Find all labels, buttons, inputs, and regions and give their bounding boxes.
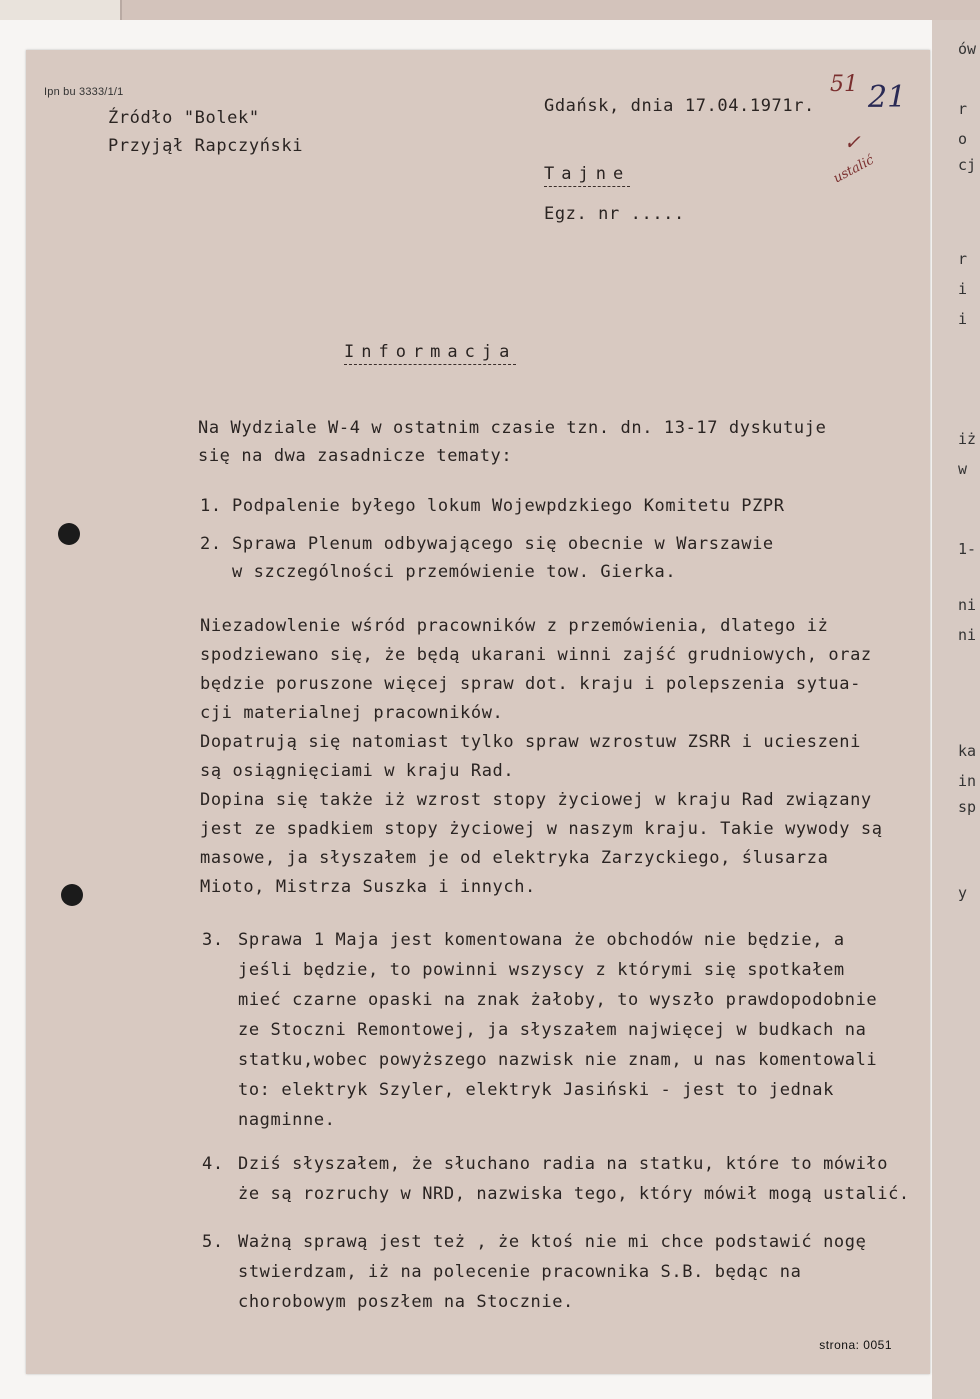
point-3-line-3: mieć czarne opaski na znak żałoby, to wyszło prawdopodobnie xyxy=(238,990,878,1010)
archive-reference: Ipn bu 3333/1/1 xyxy=(44,86,124,98)
edge-text-fragment: i xyxy=(958,310,968,328)
point-3-number: 3. xyxy=(202,930,224,950)
edge-text-fragment: r xyxy=(958,100,968,118)
page-stamp: strona: 0051 xyxy=(819,1338,892,1352)
body-line-9: masowe, ja słyszałem je od elektryka Zarzyckiego, ślusarza xyxy=(200,848,829,868)
edge-text-fragment: i xyxy=(958,280,968,298)
adjacent-page-edge xyxy=(932,20,980,1399)
edge-text-fragment: in xyxy=(958,772,977,790)
edge-text-fragment: o xyxy=(958,130,968,148)
point-3-line-2: jeśli będzie, to powinni wszyscy z którymi się spotkałem xyxy=(238,960,845,980)
topic-2-number: 2. xyxy=(200,534,222,554)
handwritten-page-number-b: 21 xyxy=(868,80,907,115)
edge-text-fragment: sp xyxy=(958,798,977,816)
point-3-line-5: statku,wobec powyższego nazwisk nie znam, u nas komentowali xyxy=(238,1050,878,1070)
edge-text-fragment: iż xyxy=(958,430,977,448)
point-5-number: 5. xyxy=(202,1232,224,1252)
intro-line-1: Na Wydziale W-4 w ostatnim czasie tzn. dn. 13-17 dyskutuje xyxy=(198,418,827,438)
edge-text-fragment: 1- xyxy=(958,540,977,558)
point-4-line-1: Dziś słyszałem, że słuchano radia na statku, które to mówiło xyxy=(238,1154,889,1174)
place-date: Gdańsk, dnia 17.04.1971r. xyxy=(544,96,815,116)
handwritten-note: ustalić xyxy=(831,152,877,187)
point-5-line-3: chorobowym poszłem na Stocznie. xyxy=(238,1292,574,1312)
body-line-5: Dopatrują się natomiast tylko spraw wzrostuw ZSRR i ucieszeni xyxy=(200,732,861,752)
edge-text-fragment: y xyxy=(958,884,968,902)
document-title: Informacja xyxy=(344,342,516,365)
edge-text-fragment: ów xyxy=(958,40,977,58)
classification-label: Tajne xyxy=(544,164,630,187)
point-3-line-7: nagminne. xyxy=(238,1110,336,1130)
point-5-line-1: Ważną sprawą jest też , że ktoś nie mi chce podstawić nogę xyxy=(238,1232,867,1252)
body-line-3: będzie poruszone więcej spraw dot. kraju i polepszenia sytua- xyxy=(200,674,861,694)
point-4-number: 4. xyxy=(202,1154,224,1174)
handwritten-page-number-a: 51 xyxy=(830,72,858,97)
point-3-line-4: ze Stoczni Remontowej, ja słyszałem najwięcej w budkach na xyxy=(238,1020,867,1040)
copy-number: Egz. nr ..... xyxy=(544,204,685,224)
handwritten-check-mark: ✓ xyxy=(844,130,861,154)
point-3-line-6: to: elektryk Szyler, elektryk Jasiński - jest to jednak xyxy=(238,1080,834,1100)
body-line-10: Mioto, Mistrza Suszka i innych. xyxy=(200,877,536,897)
body-line-4: cji materialnej pracowników. xyxy=(200,703,504,723)
point-3-line-1: Sprawa 1 Maja jest komentowana że obchodów nie będzie, a xyxy=(238,930,845,950)
edge-text-fragment: r xyxy=(958,250,968,268)
edge-text-fragment: w xyxy=(958,460,968,478)
body-line-1: Niezadowlenie wśród pracowników z przemówienia, dlatego iż xyxy=(200,616,829,636)
topic-1-number: 1. xyxy=(200,496,222,516)
edge-text-fragment: ka xyxy=(958,742,977,760)
body-line-6: są osiągnięciami w kraju Rad. xyxy=(200,761,515,781)
source-line: Źródło "Bolek" xyxy=(108,108,260,128)
received-by-line: Przyjął Rapczyński xyxy=(108,136,304,156)
topic-1-text: Podpalenie byłego lokum Wojewpdzkiego Komitetu PZPR xyxy=(232,496,785,516)
punch-hole-bottom xyxy=(61,884,83,906)
body-line-7: Dopina się także iż wzrost stopy życiowej w kraju Rad związany xyxy=(200,790,872,810)
body-line-8: jest ze spadkiem stopy życiowej w naszym kraju. Takie wywody są xyxy=(200,819,883,839)
document-page xyxy=(26,50,930,1374)
point-4-line-2: że są rozruchy w NRD, nazwiska tego, który mówił mogą ustalić. xyxy=(238,1184,910,1204)
topic-2-text-line-2: w szczególności przemówienie tow. Gierka. xyxy=(232,562,677,582)
edge-text-fragment: ni xyxy=(958,596,977,614)
edge-text-fragment: cj xyxy=(958,156,977,174)
edge-text-fragment: ni xyxy=(958,626,977,644)
body-line-2: spodziewano się, że będą ukarani winni zajść grudniowych, oraz xyxy=(200,645,872,665)
intro-line-2: się na dwa zasadnicze tematy: xyxy=(198,446,513,466)
point-5-line-2: stwierdzam, iż na polecenie pracownika S.B. będąc na xyxy=(238,1262,802,1282)
topic-2-text-line-1: Sprawa Plenum odbywającego się obecnie w Warszawie xyxy=(232,534,774,554)
punch-hole-top xyxy=(58,523,80,545)
